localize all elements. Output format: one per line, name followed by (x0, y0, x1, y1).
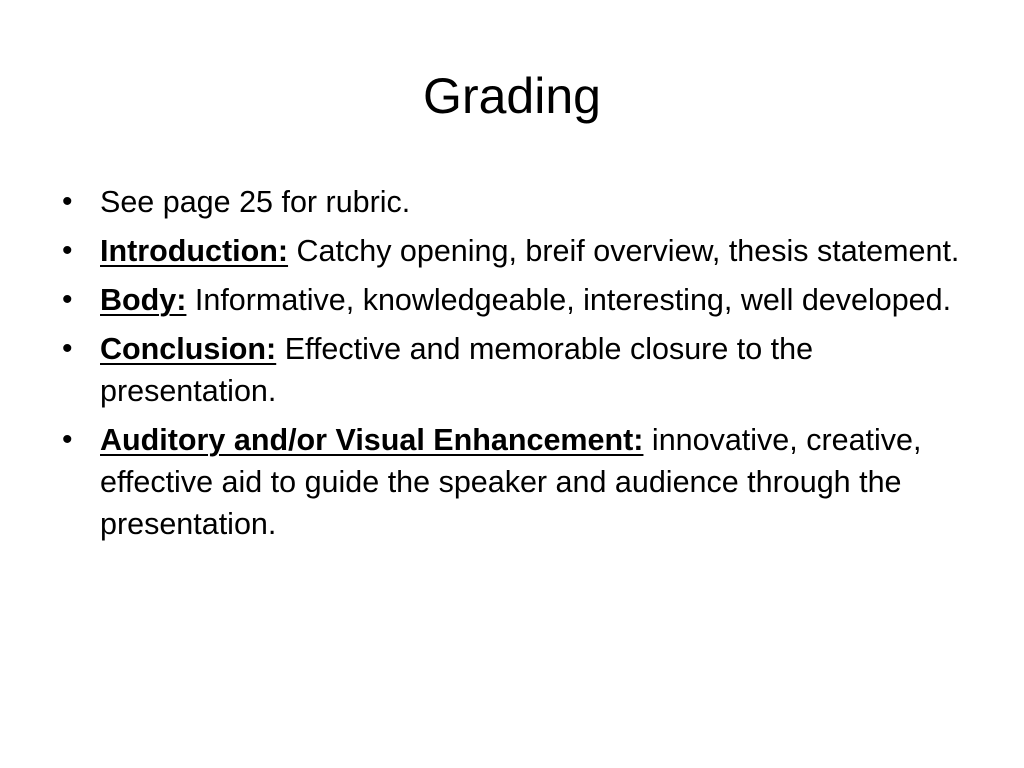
bullet-item-conclusion (62, 328, 970, 412)
bullet-text: See page 25 for rubric. (100, 185, 411, 219)
bullet-text: innovative, creative, effective aid to guide the speaker and audience through the presentation. (100, 423, 922, 541)
bullet-label: Auditory and/or Visual Enhancement: (100, 423, 644, 457)
bullet-dot-icon: • (62, 234, 73, 267)
bullet-label: Introduction: (100, 234, 289, 268)
bullet-dot-icon: • (62, 283, 73, 316)
bullet-dot-icon: • (62, 185, 73, 218)
bullet-item-rubric (62, 181, 970, 223)
bullet-list (62, 181, 970, 552)
bullet-label: Body: (100, 283, 187, 317)
bullet-text: Effective and memorable closure to the presentation. (100, 332, 814, 408)
bullet-item-introduction (62, 230, 970, 272)
bullet-dot-icon: • (62, 423, 73, 456)
bullet-item-enhancement (62, 419, 970, 545)
bullet-text: Catchy opening, breif overview, thesis statement. (288, 234, 960, 268)
bullet-item-body (62, 279, 970, 321)
bullet-dot-icon: • (62, 332, 73, 365)
slide-title: Grading (423, 68, 601, 124)
bullet-label: Conclusion: (100, 332, 277, 366)
bullet-text: Informative, knowledgeable, interesting, well developed. (186, 283, 952, 317)
